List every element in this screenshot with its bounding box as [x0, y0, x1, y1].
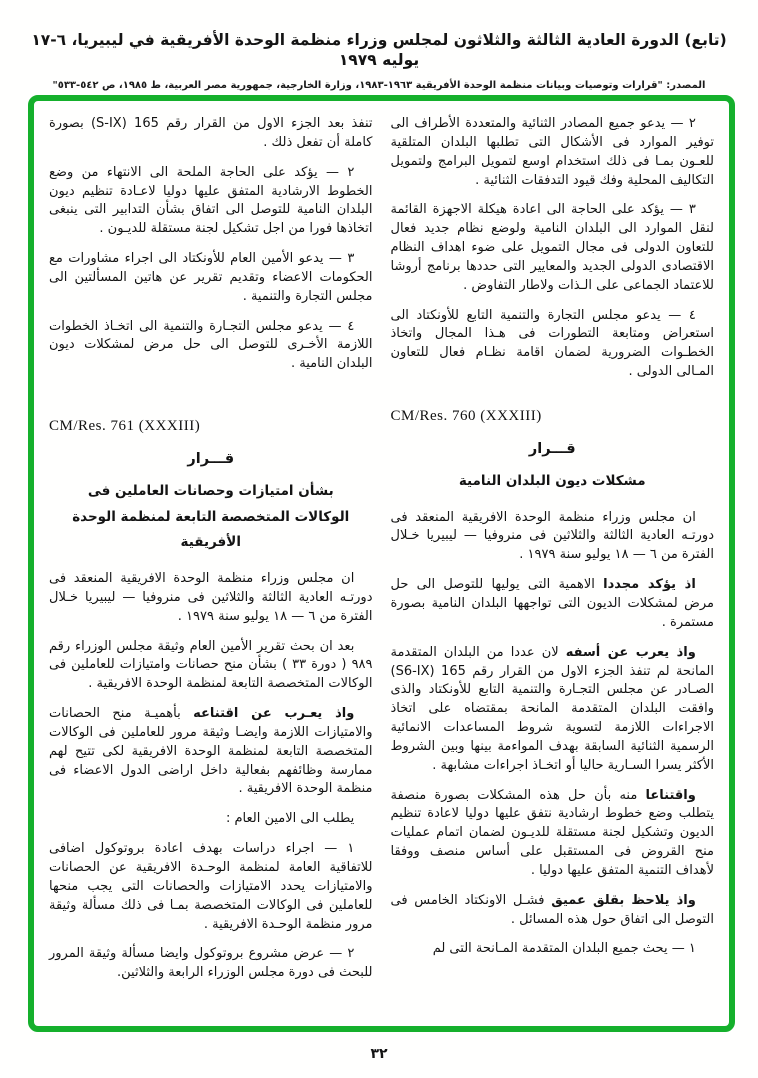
paragraph — [391, 787, 715, 881]
paragraph-lead: اذ يؤكد مجددا — [603, 577, 696, 593]
paragraph — [49, 250, 373, 307]
paragraph — [49, 810, 373, 829]
paragraph-text: ٣ — يؤكد على الحاجة الى اعادة هيكلة الاجهزة القائمة لنقل الموارد الى البلدان النامية ولوضع نظام جديد فعال للتعاون الدولى فى مجال التمويل على ضوء اهداف النظام الاقتصادى الدولى الجديد والمعايير التى حددها برنامج أروشا للاعتماد الجماعى على الـذات ولاطار التفاوض . — [390, 202, 714, 293]
paragraph-text: الاهمية التى يوليها للتوصل الى حل مرض لمشكلات الديون التى تواجهها البلدان النامية بصورة مستمرة . — [390, 577, 714, 630]
paragraph-text: منه بأن حل هذه المشكلات بصورة منصفة يتطلب وضع خطوط ارشادية نتفق عليها دوليا لاعادة تنظيم الديون وتشكيل لجنة مستقلة للديـون لضمان اتمام عمليات منح القروض فى المستقبل على أساس منصف ووفقا لأهداف التنمية المتفق عليها دوليا . — [390, 787, 714, 878]
paragraph-text: ان مجلس وزراء منظمة الوحدة الافريقية المنعقد فى دورتـه العادية الثالثة والثلاثين فى منروفيا — ليبيريا خـلال الفترة من ٦ — ١٨ يوليو سنة ١٩٧٩ . — [390, 509, 714, 563]
paragraph-text: لان عددا من البلدان المتقدمة المانحة لم تنفذ الجزء الاول من القرار رقم 165 (S6-IX) الصـادر عن مجلس التجـارة والتنمية التابع للأونكتاد والذى وافقت البلدان المتقدمة المانحة بمقتضاه على اتخاذ الاجراءات اللازمة لتسوية شروط المساعدات الانمائية الرسمية الثنائية السابقة بهدف المواءمة بينها وبين الشروط الأكثر يسرا السـارية حاليا أو اتخـاذ اجراءات مشابهة . — [390, 644, 714, 773]
paragraph — [391, 576, 715, 633]
paragraph-text: تنفذ بعد الجزء الاول من القرار رقم 165 (S-IX) بصورة كاملة أن تفعل ذلك . — [49, 116, 373, 150]
paragraph-text: ٢ — عرض مشروع بروتوكول وايضا مسألة وثيقة المرور للبحث فى دورة مجلس الوزراء الرابعة والثلاثين. — [49, 946, 373, 981]
page-number: ٣٢ — [370, 1046, 388, 1062]
source-citation: المصدر: "قرارات وتوصيات وبيانات منظمة الوحدة الأفريقية ١٩٦٣-١٩٨٣، وزارة الخارجية، جمهورية مصر العربية، ط ١٩٨٥، ص ٥٤٢-٥٣٣" — [52, 80, 706, 92]
resolution-subheading: بشأن امتيازات وحصانات العاملين فى الوكالات المتخصصة التابعة لمنظمة الوحدة الأفريقية — [72, 483, 350, 551]
paragraph — [49, 840, 373, 934]
paragraph-text: ٤ — يدعو مجلس التجـارة والتنمية الى اتخـاذ الخطوات اللازمة الأخـرى للتوصل الى حل مرض لمشكلات ديون البلدان النامية . — [49, 318, 373, 372]
paragraph-text: ٤ — يدعو مجلس التجارة والتنمية التابع للأونكتاد الى استعراض ومتابعة التطورات فى هـذا المجال واتخاذ الخطـوات الضرورية لضمان اقامة نظـام فعال للتعاون المـالى الدولى . — [390, 307, 714, 380]
resolution-reference: CM/Res. 761 (XXXIII) — [49, 418, 201, 435]
paragraph — [49, 705, 373, 799]
paragraph-text: فشـل الاونكتاد الخامس فى التوصل الى اتفاق حول هذه المسائل . — [390, 892, 714, 927]
paragraph — [49, 570, 373, 627]
paragraph — [391, 509, 715, 566]
paragraph-lead: واذ يعـرب عن اقتناعه — [193, 706, 355, 722]
column-left — [49, 115, 373, 1016]
paragraph-text: بأهميـة منح الحصانات والامتيازات اللازمة وايضـا وثيقة مرور للعاملين فى الوكالات المتخصصة التابعة لمنظمة الوحدة الافريقية لكى تتيح لهم ممارسة وظائفهم بفعالية داخل اراضى الدول الاعضاء فى منظمة الوحدة الافريقية . — [49, 706, 373, 797]
paragraph — [391, 892, 715, 930]
paragraph — [49, 115, 373, 153]
paragraph-text: ٢ — يؤكد على الحاجة الملحة الى الانتهاء من وضع الخطوط الارشادية المتفق عليها دوليا لاعـادة تنظيم ديون البلدان النامية للتوصل الى اتفاق بشأن التدابير التى ينبغى اتخاذها فورا من اجل تشكيل لجنة مستقلة للديـون . — [49, 164, 373, 237]
resolution-reference: CM/Res. 760 (XXXIII) — [390, 407, 542, 424]
paragraph — [49, 164, 373, 239]
paragraph — [49, 945, 373, 983]
paragraph-text: يطلب الى الامين العام : — [225, 811, 355, 827]
paragraph — [391, 307, 715, 382]
document-title: (تابع) الدورة العادية الثالثة والثلاثون لمجلس وزراء منظمة الوحدة الأفريقية في ليبيريا، ٦-١٧ يوليه ١٩٧٩ — [31, 31, 727, 70]
resolution-subheading: مشكلات ديون البلدان النامية — [458, 472, 646, 489]
paragraph-lead: واقتناعا — [645, 787, 696, 803]
paragraph-lead: واذ يلاحظ بقلق عميق — [551, 892, 696, 908]
paragraph-lead: واذ يعرب عن أسفه — [565, 644, 696, 660]
paragraph-text: ١ — يحث جميع البلدان المتقدمة المـانحة التى لم — [432, 941, 696, 957]
paragraph — [391, 940, 715, 959]
resolution-heading: قـــرار — [528, 440, 576, 457]
paragraph-text: ١ — اجراء دراسات بهدف اعادة بروتوكول اضافى للاتفاقية العامة لمنظمة الوحـدة الافريقية عن الحصانات والامتيازات يحدد الامتيازات والحصانات التى يجب منحها للعاملين فى الوكالات المتخصصة بمـا فى ذلك مسألة وثيقة مرور منظمة الوحـدة الافريقية . — [49, 841, 373, 932]
paragraph-text: بعد ان بحث تقرير الأمين العام وثيقة مجلس الوزراء رقم ٩٨٩ ( دورة ٣٣ ) بشأن منح حصانات وامتيازات للعاملين فى الوكالات المتخصصة التابعة لمنظمة الوحدة الافريقية . — [49, 638, 373, 692]
paragraph-text: ان مجلس وزراء منظمة الوحدة الافريقية المنعقد فى دورتـه العادية الثالثة والثلاثين فى منروفيا — ليبيريا خـلال الفترة من ٦ — ١٨ يوليو سنة ١٩٧٩ . — [49, 571, 373, 624]
paragraph — [391, 201, 715, 295]
paragraph — [49, 318, 373, 375]
paragraph-text: ٣ — يدعو الأمين العام للأونكتاد الى اجراء مشاورات مع الحكومات الاعضاء وتقديم تقرير عن هاتين المسألتين الى مجلس التجارة والتنمية . — [49, 251, 373, 304]
green-border-box — [28, 95, 735, 1032]
paragraph — [391, 644, 715, 776]
page-header — [0, 0, 758, 91]
paragraph — [49, 638, 373, 695]
column-right — [391, 115, 715, 1016]
paragraph — [391, 115, 715, 190]
paragraph-text: ٢ — يدعو جميع المصادر الثنائية والمتعددة الأطراف الى توفير الموارد فى الأشكال التى تطلبها البلدان المتلقية للعـون بمـا فى ذلك استخدام اوسع لتمويل البرامج ولتمويل التكاليف المحلية وفك قيود التدفقات الثنائية . — [390, 116, 714, 188]
resolution-heading: قـــرار — [187, 451, 235, 468]
